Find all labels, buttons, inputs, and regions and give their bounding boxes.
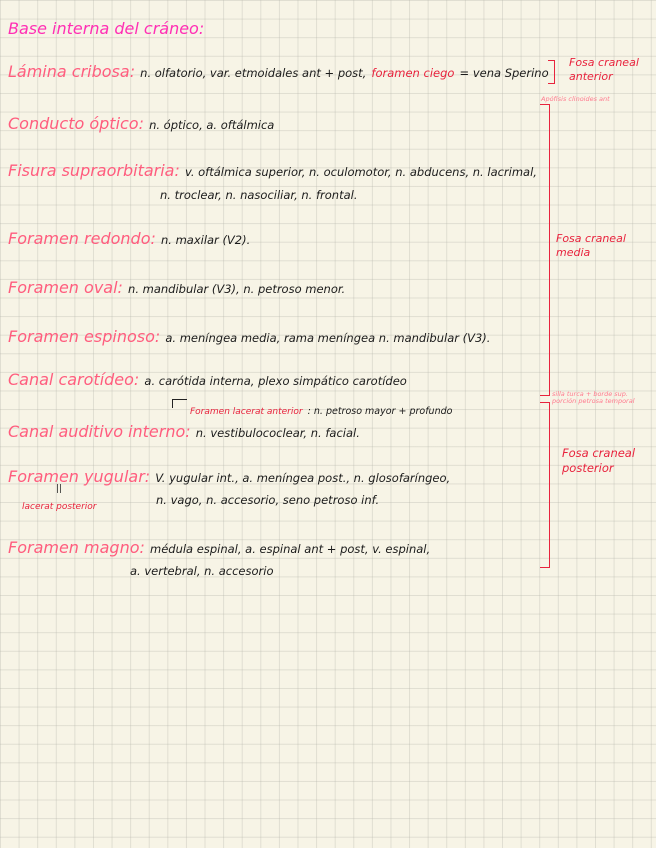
entry-text: a. carótida interna, plexo simpático carotídeo	[144, 374, 407, 388]
page-title: Base interna del cráneo:	[8, 19, 205, 38]
entry-text: a. meníngea media, rama meníngea n. mandibular (V3).	[165, 331, 491, 345]
entry-text-cont: n. troclear, n. nasociliar, n. frontal.	[160, 188, 358, 202]
entry-text: n. óptico, a. oftálmica	[149, 118, 275, 132]
foramen-lacerat-anterior	[190, 401, 452, 417]
equals-mark: ||	[56, 484, 63, 494]
bracket-fosa-posterior	[540, 402, 550, 568]
arrow-icon	[172, 399, 187, 408]
entry-term: Foramen espinoso:	[8, 327, 161, 346]
entry-text: n. mandibular (V3), n. petroso menor.	[128, 282, 346, 296]
entry-canal-carotideo	[8, 372, 407, 388]
entry-text-cont: n. vago, n. accesorio, seno petroso inf.	[156, 493, 380, 507]
entry-foramen-espinoso	[8, 329, 490, 345]
entry-lamina-cribosa	[8, 64, 549, 80]
entry-term: Canal carotídeo:	[8, 370, 140, 389]
entry-text: n. maxilar (V2).	[160, 233, 251, 247]
entry-text: v. oftálmica superior, n. oculomotor, n. abducens, n. lacrimal,	[184, 165, 537, 179]
entry-term: Canal auditivo interno:	[8, 422, 191, 441]
entry-text: n. olfatorio, var. etmoidales ant + post,	[140, 66, 367, 80]
entry-term: Foramen oval:	[8, 278, 123, 297]
entry-text: V. yugular int., a. meníngea post., n. glosofaríngeo,	[155, 471, 451, 485]
lacerat-anterior-text: : n. petroso mayor + profundo	[307, 406, 453, 417]
fosa-media-label: Fosa craneal media	[556, 232, 626, 260]
entry-term: Foramen redondo:	[8, 229, 156, 248]
foramen-ciego-label: foramen ciego	[371, 66, 455, 80]
bracket-fosa-anterior	[548, 60, 555, 84]
entry-text: médula espinal, a. espinal ant + post, v. espinal,	[150, 542, 431, 556]
entry-text: n. vestibulococlear, n. facial.	[195, 426, 360, 440]
entry-foramen-yugular	[8, 469, 450, 485]
entry-term: Foramen yugular:	[8, 467, 151, 486]
lacerat-posterior-label: lacerat posterior	[22, 502, 97, 512]
entry-conducto-optico	[8, 116, 274, 132]
entry-foramen-oval	[8, 280, 345, 296]
fosa-posterior-label: Fosa craneal posterior	[562, 446, 636, 475]
bracket-fosa-media	[540, 104, 550, 396]
entry-text-cont: a. vertebral, n. accesorio	[130, 564, 274, 578]
entry-canal-auditivo-interno	[8, 424, 360, 440]
fosa-anterior-label: Fosa craneal anterior	[569, 56, 639, 84]
entry-foramen-redondo	[8, 231, 250, 247]
entry-foramen-magno	[8, 540, 430, 556]
entry-term: Fisura supraorbitaria:	[8, 161, 180, 180]
entry-fisura-supraorbitaria	[8, 163, 537, 179]
silla-turca-note: silla turca + borde sup. porción petrosa temporal	[552, 390, 635, 406]
lacerat-anterior-label: Foramen lacerat anterior	[190, 407, 303, 417]
entry-term: Conducto óptico:	[8, 114, 144, 133]
entry-term: Lámina cribosa:	[8, 62, 136, 81]
vena-sperino-text: = vena Sperino	[459, 66, 549, 80]
entry-term: Foramen magno:	[8, 538, 145, 557]
apofisis-clinoides-note: Apófisis clinoides ant	[541, 95, 610, 103]
